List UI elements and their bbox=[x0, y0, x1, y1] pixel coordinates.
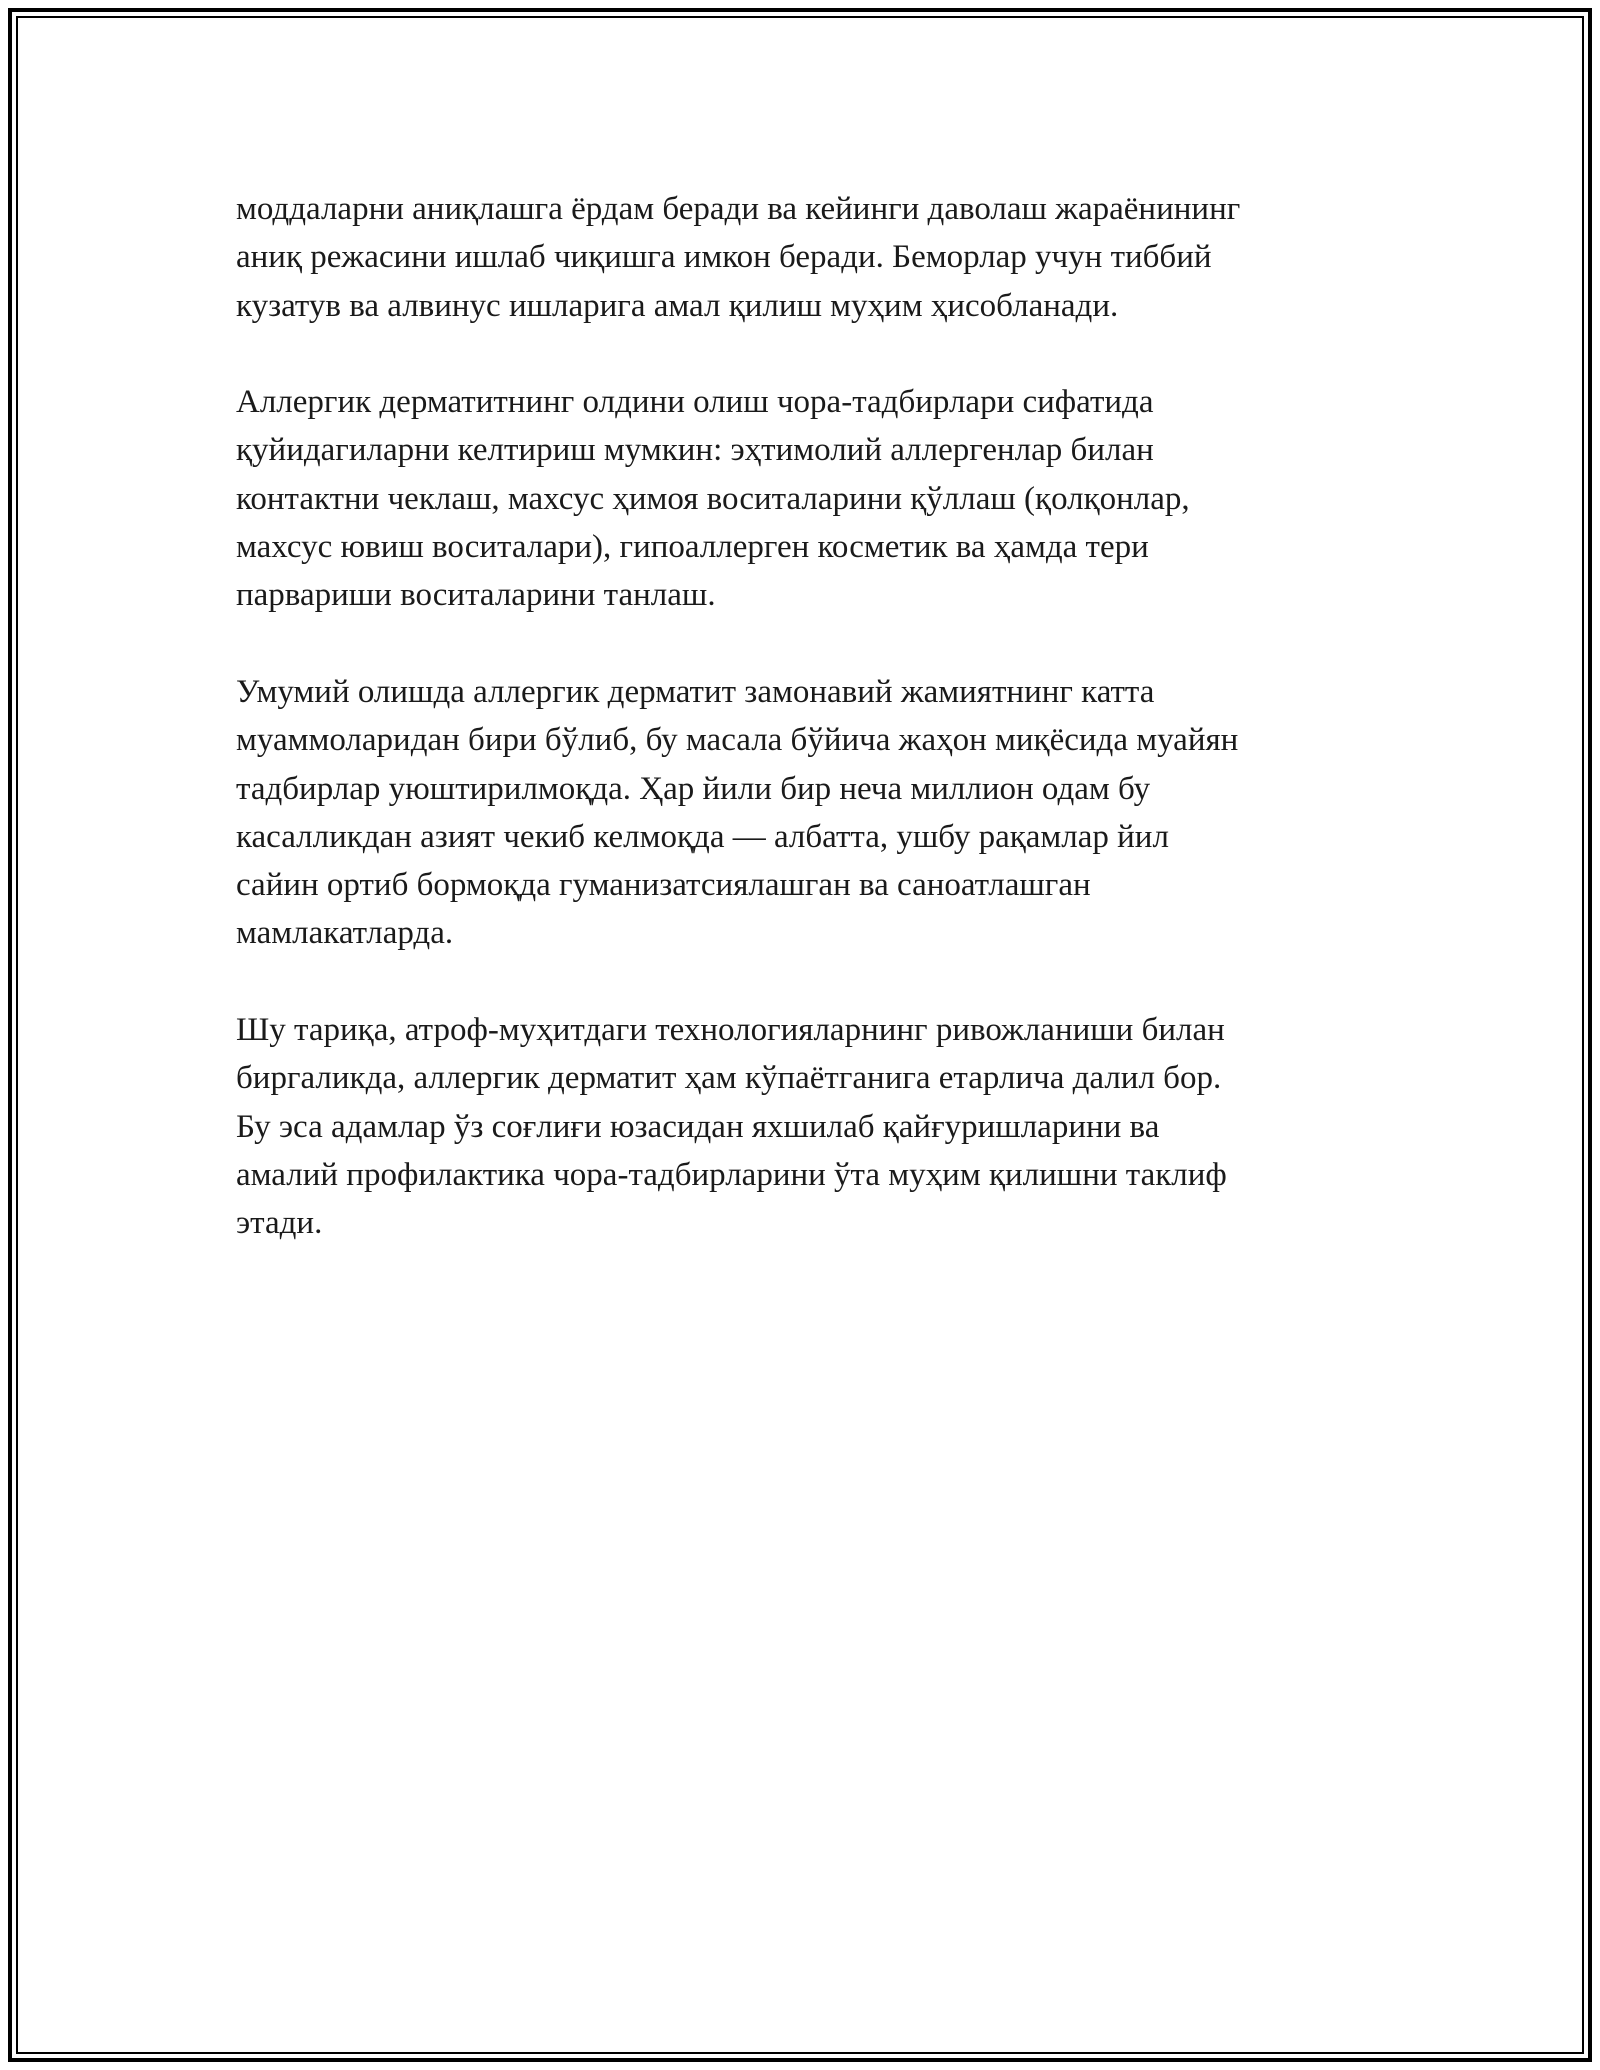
document-body bbox=[236, 185, 1366, 1296]
text-line: сайин ортиб бормоқда гуманизатсиялашган ва саноатлашган bbox=[236, 867, 1091, 904]
text-line: махсус ювиш воситалари), гипоаллерген косметик ва ҳамда тери bbox=[236, 529, 1149, 566]
text-line: Бу эса адамлар ўз соғлиғи юзасидан яхшилаб қайғуришларини ва bbox=[236, 1108, 1160, 1145]
text-line: касалликдан азият чекиб келмоқда — албатта, ушбу рақамлар йил bbox=[236, 818, 1169, 855]
text-line: моддаларни аниқлашга ёрдам беради ва кейинги даволаш жараёнининг bbox=[236, 191, 1241, 227]
text-line: Умумий олишда аллергик дерматит замонавий жамиятнинг катта bbox=[236, 673, 1155, 710]
text-line: биргаликда, аллергик дерматит ҳам кўпаётганига етарлича далил бор. bbox=[236, 1060, 1222, 1097]
paragraph-2 bbox=[236, 378, 1366, 619]
text-line: мамлакатларда. bbox=[236, 915, 454, 952]
text-line: парвариши воситаларини танлаш. bbox=[236, 577, 716, 614]
text-line: кузатув ва алвинус ишларига амал қилиш муҳим ҳисобланади. bbox=[236, 287, 1119, 324]
text-line: тадбирлар уюштирилмоқда. Ҳар йили бир неча миллион одам бу bbox=[236, 770, 1151, 807]
paragraph-1 bbox=[236, 185, 1366, 330]
text-line: аниқ режасини ишлаб чиқишга имкон беради. Беморлар учун тиббий bbox=[236, 239, 1212, 276]
text-line: контактни чеклаш, махсус ҳимоя воситаларини қўллаш (қолқонлар, bbox=[236, 480, 1190, 517]
text-line: муаммоларидан бири бўлиб, бу масала бўйича жаҳон миқёсида муайян bbox=[236, 722, 1239, 759]
text-line: Аллергик дерматитнинг олдини олиш чора-тадбирлари сифатида bbox=[236, 384, 1154, 421]
text-line: амалий профилактика чора-тадбирларини ўта муҳим қилишни таклиф bbox=[236, 1156, 1227, 1193]
paragraph-4 bbox=[236, 1006, 1366, 1247]
text-line: этади. bbox=[236, 1205, 323, 1242]
text-line: қуйидагиларни келтириш мумкин: эҳтимолий аллергенлар билан bbox=[236, 432, 1154, 469]
paragraph-3 bbox=[236, 668, 1366, 958]
text-line: Шу тариқа, атроф-муҳитдаги технологияларнинг ривожланиши билан bbox=[236, 1012, 1225, 1049]
